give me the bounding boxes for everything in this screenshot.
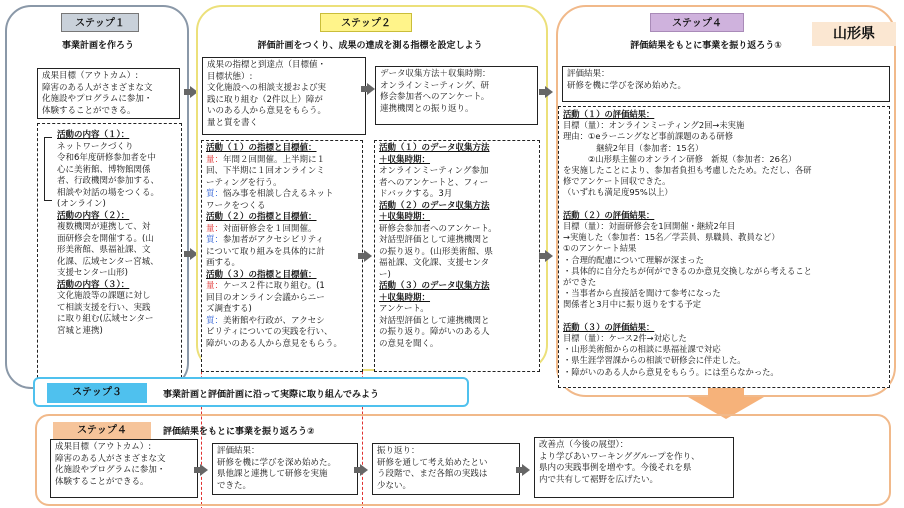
activity-line: て相談支援を行い、実践 xyxy=(57,302,151,313)
goal-line: 体験することができる。 xyxy=(55,476,149,487)
activity-line: に取り組む(広域センター xyxy=(57,314,154,324)
evaluation-line xyxy=(563,311,885,322)
collect-text: 者へのアンケートと、フィー xyxy=(379,177,489,188)
evaluation-line: 目標（量）：ケース2件→対応した xyxy=(563,333,687,344)
result-line: 評価結果： xyxy=(567,69,610,79)
reflection-line: う段階で、まだ各館の実践は xyxy=(377,469,488,479)
indicator-line: 目標状態）: xyxy=(207,71,253,82)
arrow-right-icon xyxy=(200,464,208,476)
evaluation-line: ・合理的配慮について理解が深まった xyxy=(563,254,704,265)
collect-text: の意見を聞く。 xyxy=(379,338,439,349)
collect-text: の振り返り。障がいのある人 xyxy=(379,327,490,337)
collect-line: 修会参加者へのアンケート。 xyxy=(380,92,490,102)
activity-line: 支援センター山形) xyxy=(57,268,128,278)
collect-activity-1 xyxy=(379,143,535,201)
goal-line: 体験することができる。 xyxy=(42,105,136,116)
indicator-activity-3 xyxy=(206,270,358,351)
quantity-label: 量： xyxy=(206,281,224,291)
activity-line: 化課、広域センター宮城、 xyxy=(57,256,159,267)
evaluation-heading: 活動（２）の評価結果： xyxy=(563,209,655,220)
prefecture-label: 山形県 xyxy=(812,22,896,46)
collect-activity-3 xyxy=(379,281,535,350)
collect-text: 福祉課、文化課、支援センタ xyxy=(379,258,490,268)
goal-line: 障害のある人がさまざまな文 xyxy=(55,453,166,464)
activity-bracket xyxy=(44,137,52,201)
goal-line: 化施設やプログラムに参加・ xyxy=(55,465,166,475)
indicator-line: 践に取り組む（2件以上）障が xyxy=(207,94,323,105)
step4-result-box xyxy=(562,66,890,102)
activity-heading: 活動の内容（３）： xyxy=(57,279,130,290)
indicator-heading: 活動（１）の指標と目標値： xyxy=(206,143,317,153)
step3-text: 事業計画と評価計画に沿って実際に取り組んでみよう xyxy=(163,390,380,400)
evaluation-line: ができた xyxy=(563,277,597,288)
evaluation-line: ・県生涯学習課からの相談で研修会に伴走した。 xyxy=(563,355,746,366)
activity-line: 相談や対話の場をつくる。 xyxy=(57,187,160,198)
indicator-activity-2 xyxy=(206,212,358,270)
collect-text: アンケート。 xyxy=(379,304,429,314)
improvement-line: 県内の実践事例を増やす。今後それを県 xyxy=(539,463,692,473)
reflection-line: 研修を通して考え始めたとい xyxy=(377,457,488,468)
collect-heading: ＋収集時期： xyxy=(379,212,431,222)
step4b-reflection-box xyxy=(372,443,520,495)
activity-line: 複数機関が連携して、対 xyxy=(57,222,151,232)
step4-badge: ステップ４ xyxy=(650,13,744,32)
arrow-right-icon xyxy=(360,464,368,476)
arrow-right-icon xyxy=(364,250,372,262)
evaluation-line: 修でアンケート回収できた。 xyxy=(563,176,671,187)
improvement-line: 内で共有して裾野を広げたい。 xyxy=(539,474,659,485)
collect-line: データ収集方法＋収集時期： xyxy=(380,69,491,79)
collect-heading: ＋収集時期： xyxy=(379,154,431,165)
step4b-badge: ステップ４ xyxy=(53,422,151,440)
goal-line: 成果目標（アウトカム）: xyxy=(42,71,139,81)
collect-heading: 活動（３）のデータ収集方法 xyxy=(379,281,490,291)
result-line: 県他課と連携して研修を実施 xyxy=(217,469,328,479)
collect-heading: 活動（１）のデータ収集方法 xyxy=(379,143,490,153)
quantity-label: 量： xyxy=(206,223,224,234)
evaluation-heading: 活動（３）の評価結果： xyxy=(563,321,655,332)
step2-collect-detail-box xyxy=(374,140,540,372)
activity-line: 宮城と連携) xyxy=(57,325,103,336)
result-line: 研修を機に学びを深め始めた。 xyxy=(567,80,687,91)
activity-line: (オンライン) xyxy=(57,199,106,209)
indicator-heading: 活動（３）の指標と目標値： xyxy=(206,269,317,280)
evaluation-line: ①のアンケート結果 xyxy=(563,243,637,254)
collect-text: の振り返り。(山形美術館、県 xyxy=(379,246,493,257)
evaluation-line: 目標（量）：対面研修会を1回開催・継続2年目 xyxy=(563,221,736,232)
quantity-text: 対面研修会を１回開催。 xyxy=(223,223,317,234)
goal-line: 化施設やプログラムに参加・ xyxy=(42,94,153,104)
collect-heading: 活動（２）のデータ収集方法 xyxy=(379,200,490,211)
goal-line: 障害のある人がさまざまな文 xyxy=(42,82,153,93)
step4b-result-box xyxy=(212,443,358,495)
activity-line: 文化施設等の課題に対し xyxy=(57,291,151,301)
quantity-text: ケース２件に取り組む。(1 xyxy=(223,281,325,291)
step4b-title: 評価結果をもとに事業を振り返ろう② xyxy=(163,427,315,437)
evaluation-line: 理由：①eラーニングなど事前課題のある研修 xyxy=(563,131,734,142)
step2-indicators-inner xyxy=(201,140,363,372)
evaluation-line: ・具体的に自分たちが何ができるのか意見交換しながら考えること xyxy=(563,265,812,276)
indicator-activity-1 xyxy=(206,143,358,212)
evaluation-line: を実施したことにより、参加者負担も考慮したため。ただし、各研 xyxy=(563,165,812,176)
step4b-goal-box xyxy=(50,439,198,498)
collect-text: オンラインミーティング参加 xyxy=(379,166,489,176)
result-line: 研修を機に学びを深め始めた。 xyxy=(217,457,337,468)
quality-text: 参加者がアクセシビリティ xyxy=(223,235,324,245)
result-line: 評価結果： xyxy=(217,446,260,456)
quantity-text: 年間２回開催。上半期に１ xyxy=(223,154,326,165)
quantity-text: 回目のオンライン会議からニー xyxy=(206,292,325,303)
step1-title: 事業計画を作ろう xyxy=(61,41,134,51)
collect-line: オンラインミーティング、研 xyxy=(380,80,490,91)
collect-heading: ＋収集時期： xyxy=(379,292,431,303)
reflection-line: 振り返り： xyxy=(377,446,420,456)
step4b-improvement-box xyxy=(534,437,734,498)
quality-text: 画する。 xyxy=(206,258,241,268)
step3-banner xyxy=(33,377,469,407)
indicator-line: いのある人から意見をもらう。 xyxy=(207,106,327,116)
activity-line: 令和6年度研修参加者を中 xyxy=(57,153,156,163)
quality-text: ワークをつくる xyxy=(206,200,266,211)
activity-line: 者、行政機関が参加する、 xyxy=(57,176,160,186)
activity-heading: 活動の内容（１）： xyxy=(57,130,130,140)
step1-activities-text xyxy=(53,128,181,379)
collect-text: 対話型評価として連携機関と xyxy=(379,235,490,245)
activity-line: 形美術館、県福祉課、文 xyxy=(57,245,151,255)
activity-line: 面研修会を開催する。(山 xyxy=(57,233,154,244)
indicator-line: 成果の指標と到達点（目標値・ xyxy=(207,60,327,70)
collect-text: 対話型評価として連携機関と xyxy=(379,315,490,326)
quantity-text: ーティングを行う。 xyxy=(206,177,282,188)
arrow-right-icon xyxy=(367,83,375,95)
step4-title: 評価結果をもとに事業を振り返ろう① xyxy=(630,41,782,51)
activity-line: ネットワークづくり xyxy=(57,141,134,152)
quantity-text: ズ調査する) xyxy=(206,304,252,314)
evaluation-line xyxy=(563,199,885,210)
quantity-label: 量： xyxy=(206,154,224,165)
indicator-line: 文化施設への相談支援および実 xyxy=(207,83,327,93)
quality-text: 障がいのある人から意見をもらう。 xyxy=(206,338,343,349)
collect-text: ー) xyxy=(379,269,391,280)
quality-label: 質： xyxy=(206,235,224,245)
indicator-line: 量と質を書く xyxy=(207,117,259,128)
arrow-right-icon xyxy=(545,250,553,262)
collect-text: 研修会参加者へのアンケート。 xyxy=(379,223,497,234)
evaluation-line: ・障がいのある人から意見をもらう。には至らなかった。 xyxy=(563,366,779,377)
collect-text: ドバックする。3月 xyxy=(379,189,453,199)
quantity-text: 回、下半期に１回オンラインミ xyxy=(206,166,325,176)
evaluation-line: 目標（量）：オンラインミーティング2回→未実施 xyxy=(563,120,745,131)
activity-heading: 活動の内容（２）： xyxy=(57,210,130,221)
evaluation-line: →実施した（参加者：15名／学芸員、県職員、教員など） xyxy=(563,232,780,243)
step2-indicator-box xyxy=(202,57,366,135)
goal-line: 成果目標（アウトカム）: xyxy=(55,442,152,452)
arrow-right-icon xyxy=(545,86,553,98)
quality-text: 悩み事を相談し合えるネット xyxy=(223,189,334,199)
quality-label: 質： xyxy=(206,189,224,199)
collect-line: 連携機関との振り返り。 xyxy=(380,103,474,114)
quality-text: ビリティについての実践を行い、 xyxy=(206,327,333,337)
step2-title: 評価計画をつくり、成果の達成を測る指標を設定しよう xyxy=(257,41,483,51)
evaluation-line: ②山形県主催のオンライン研修 新規（参加者：26名） xyxy=(563,153,797,164)
indicator-heading: 活動（２）の指標と目標値： xyxy=(206,212,317,222)
evaluation-heading: 活動（１）の評価結果： xyxy=(563,109,655,119)
evaluation-line: （いずれも満足度95%以上） xyxy=(563,187,673,198)
step4-detail-box xyxy=(558,106,890,388)
evaluation-line: 関係者と3月中に振り返りをする予定 xyxy=(563,299,702,310)
evaluation-line: ・当事者から直接話を聞けて参考になった xyxy=(563,288,721,299)
step2-badge: ステップ２ xyxy=(320,13,412,32)
improvement-line: より学びあいワーキンググループを作り、 xyxy=(539,451,700,462)
quality-text: について取り組みを具体的に計 xyxy=(206,246,325,257)
result-line: できた。 xyxy=(217,480,252,491)
step1-goal-box xyxy=(37,68,180,119)
step2-collect-box xyxy=(375,66,538,125)
step1-badge: ステップ１ xyxy=(61,13,139,32)
evaluation-line: ・山形美術館からの相談に県福祉課で対応 xyxy=(563,344,721,355)
activity-line: 心に美術館、博物館関係 xyxy=(57,164,151,175)
collect-activity-2 xyxy=(379,201,535,282)
quality-label: 質： xyxy=(206,315,224,326)
improvement-line: 改善点（今後の展望）： xyxy=(539,440,629,450)
reflection-line: 少ない。 xyxy=(377,480,412,491)
step3-badge: ステップ３ xyxy=(47,383,147,403)
evaluation-line: 継続2年目（参加者：15名） xyxy=(563,142,704,153)
arrow-right-icon xyxy=(522,464,530,476)
quality-text: 美術館や行政が、アクセシ xyxy=(223,315,325,326)
